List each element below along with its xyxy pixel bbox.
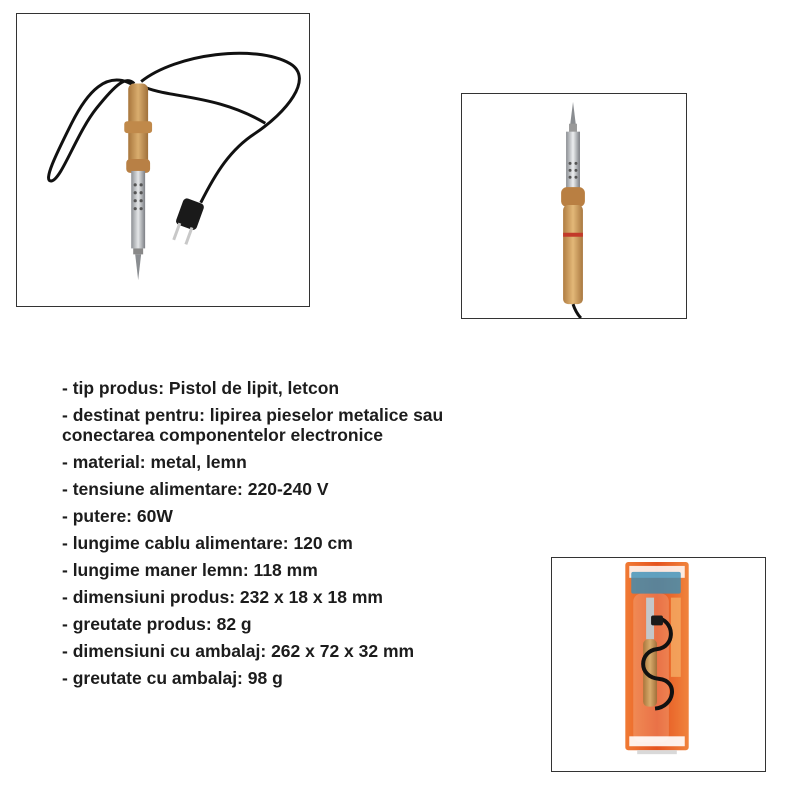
- soldering-iron-upright-image: [462, 94, 686, 318]
- spec-supply-voltage: - tensiune alimentare: 220-240 V: [62, 479, 329, 499]
- product-photo-upright: [461, 93, 687, 319]
- metal-barrel: [131, 171, 145, 248]
- soldering-tip: [135, 254, 141, 280]
- spec-handle-length: - lungime maner lemn: 118 mm: [62, 560, 318, 580]
- product-photo-with-cable: [16, 13, 310, 307]
- spec-cable-length: - lungime cablu alimentare: 120 cm: [62, 533, 353, 553]
- soldering-tip: [570, 102, 576, 126]
- cable-to-plug: [141, 53, 299, 202]
- wooden-handle: [563, 205, 583, 304]
- spec-product-weight: - greutate produs: 82 g: [62, 614, 252, 634]
- spec-product-type: - tip produs: Pistol de lipit, letcon: [62, 378, 340, 398]
- spec-material: - material: metal, lemn: [62, 452, 247, 472]
- spec-product-dimensions: - dimensiuni produs: 232 x 18 x 18 mm: [62, 587, 383, 607]
- spec-package-dimensions: - dimensiuni cu ambalaj: 262 x 72 x 32 mm: [62, 641, 415, 661]
- metal-barrel: [566, 132, 580, 189]
- plug-icon: [170, 197, 205, 246]
- spec-intended-use: - destinat pentru: lipirea pieselor metalice sau conectarea componentelor electronice: [62, 405, 444, 445]
- packaged-soldering-iron-image: [552, 558, 765, 771]
- spec-package-weight: - greutate cu ambalaj: 98 g: [62, 668, 283, 688]
- soldering-iron-with-plug-image: [17, 14, 309, 306]
- product-photo-packaged: [551, 557, 766, 772]
- cable-end: [573, 304, 581, 318]
- cable-loop-left: [49, 80, 135, 181]
- spec-power: - putere: 60W: [62, 506, 173, 526]
- product-specifications-list: [62, 378, 532, 695]
